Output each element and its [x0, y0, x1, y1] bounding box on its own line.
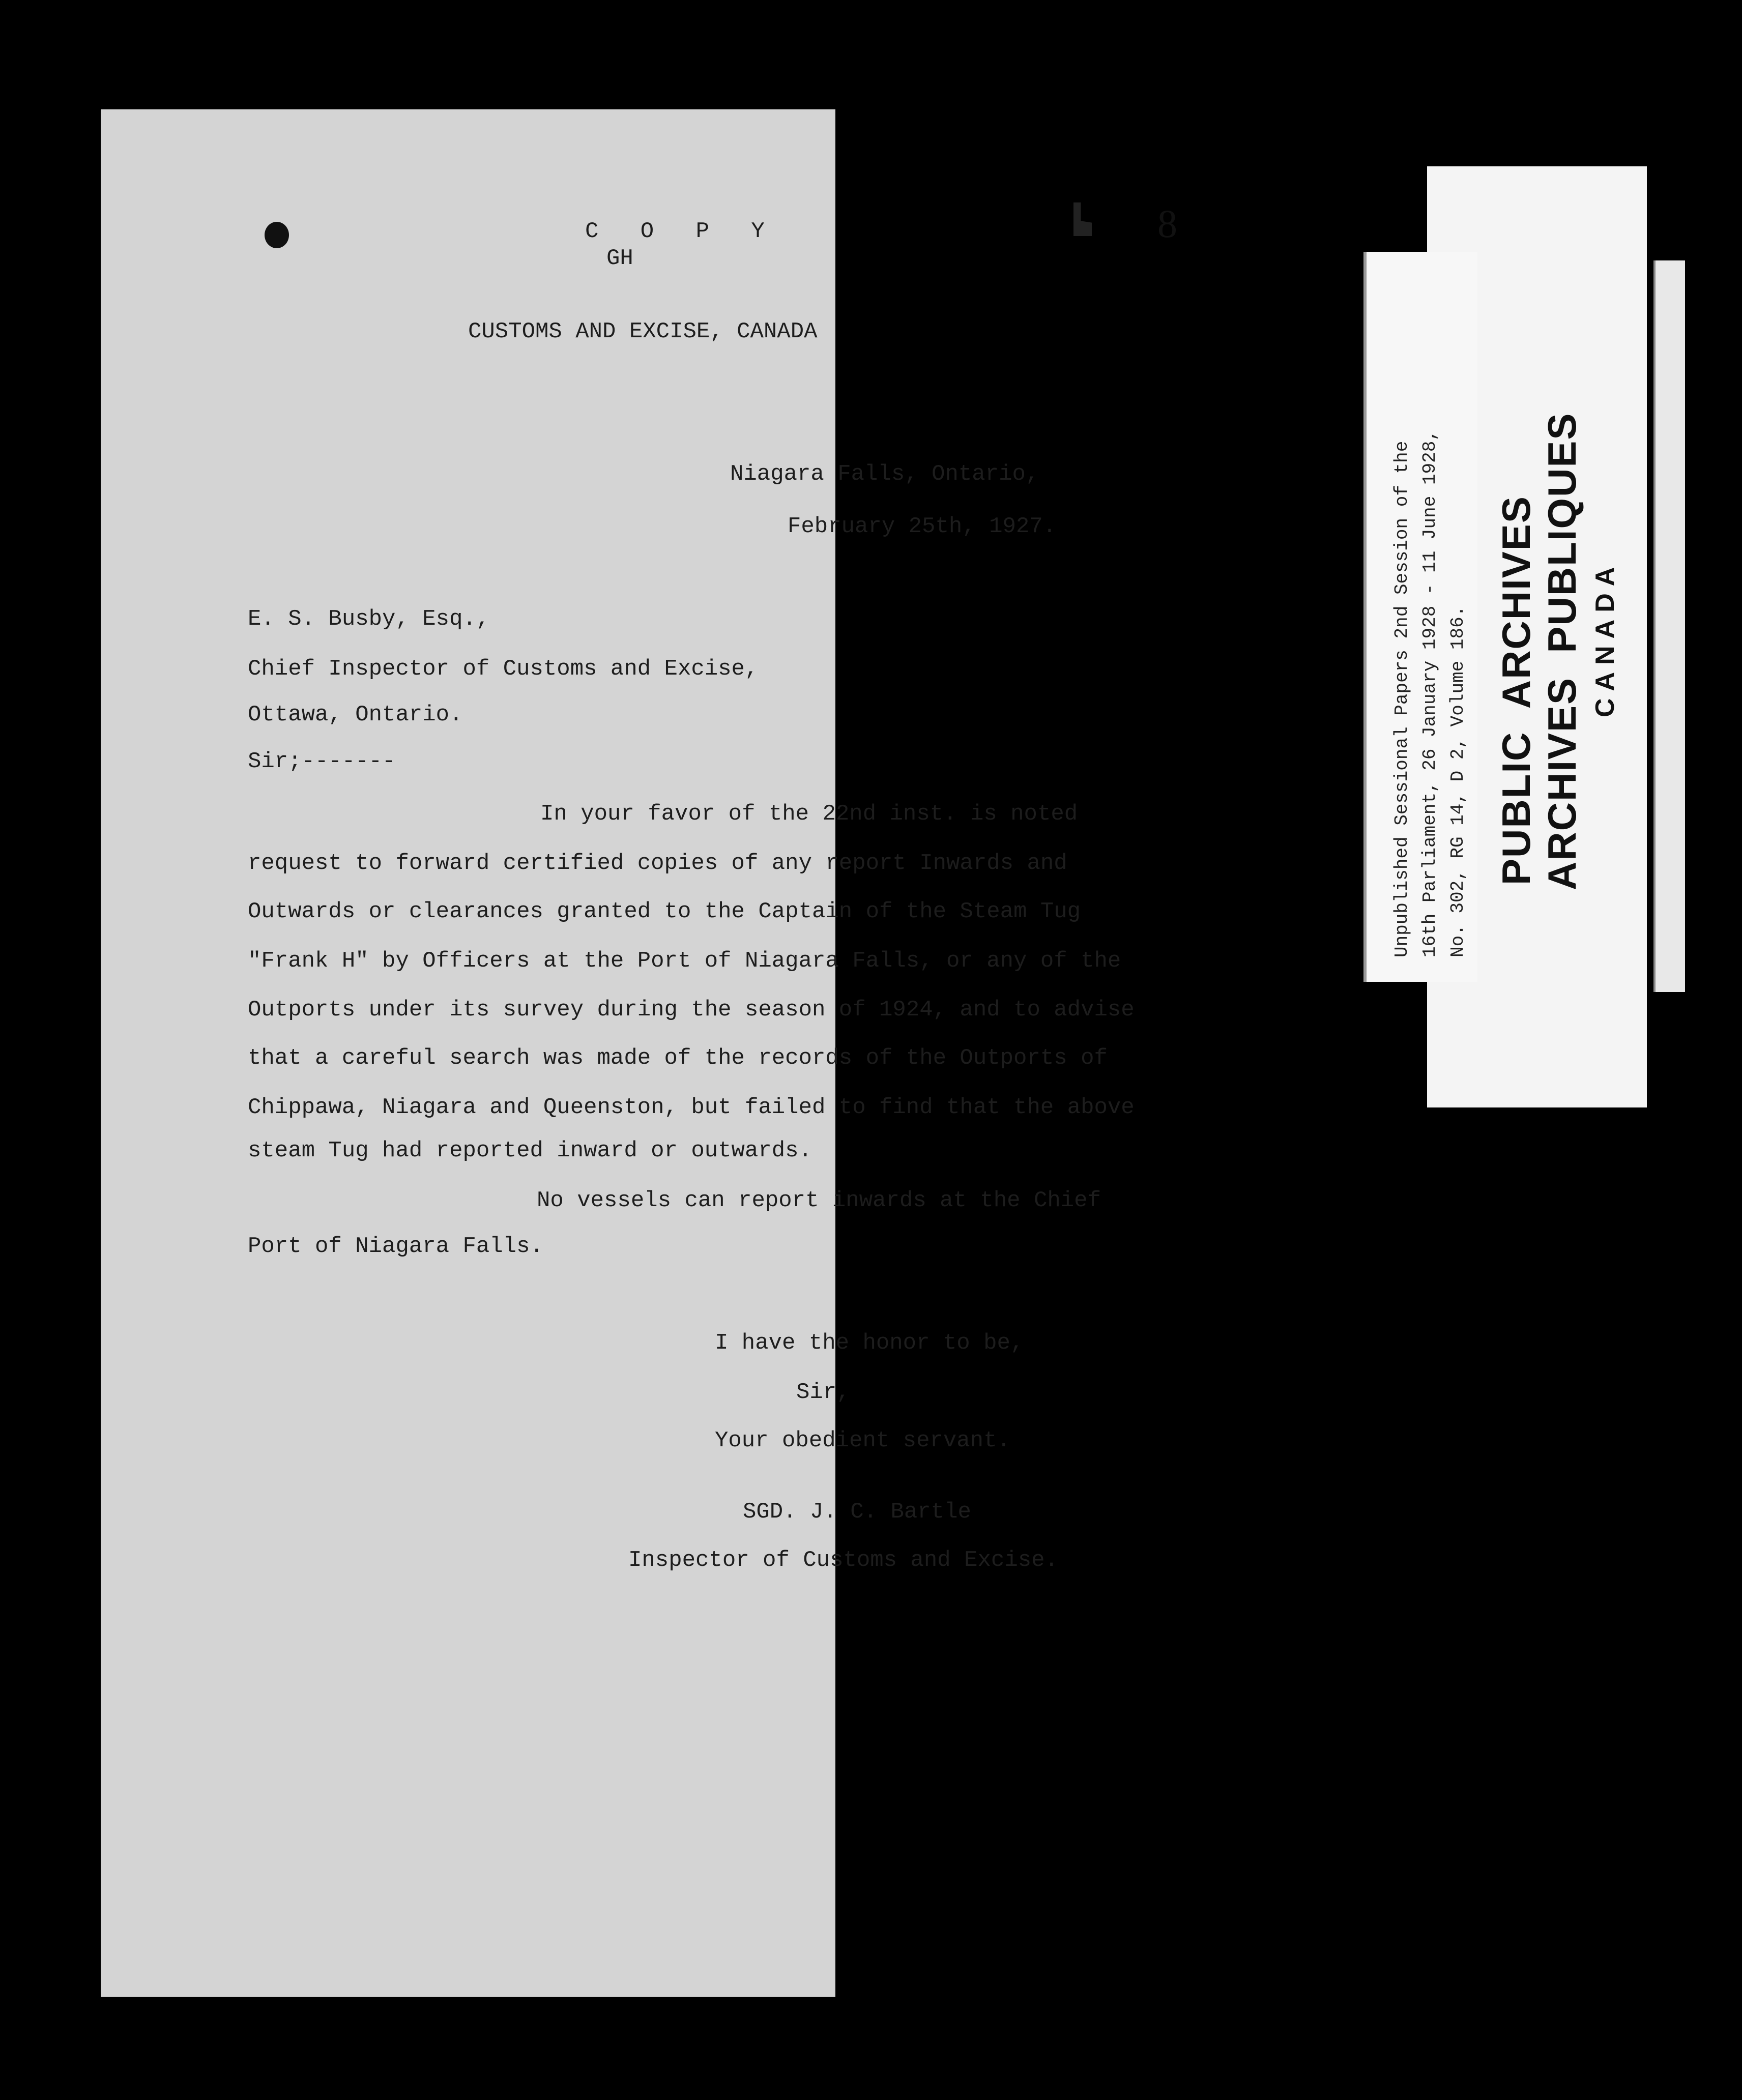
archive-stamp-line1: PUBLIC ARCHIVES [1494, 495, 1538, 885]
stamp-mark [1073, 202, 1092, 236]
archive-stamp-line2: ARCHIVES PUBLIQUES [1540, 412, 1584, 890]
letter-date: February 25th, 1927. [788, 514, 1057, 539]
closing-line: Your obedient servant. [715, 1428, 1010, 1453]
page-number: 8 [1157, 201, 1177, 246]
closing-line: Sir, [796, 1380, 850, 1405]
addressee-name: E. S. Busby, Esq., [248, 606, 490, 632]
body-line: No vessels can report inwards at the Chief [537, 1188, 1101, 1213]
initials: GH [606, 246, 633, 271]
body-line: Chippawa, Niagara and Queenston, but failed to find that the above [248, 1095, 1135, 1120]
body-line: steam Tug had reported inward or outwards. [248, 1138, 812, 1163]
punch-hole [265, 222, 289, 248]
closing-line: I have the honor to be, [715, 1330, 1024, 1356]
copy-label: C O P Y [585, 219, 779, 244]
body-line: request to forward certified copies of any report Inwards and [248, 851, 1067, 876]
letter-place: Niagara Falls, Ontario, [730, 461, 1039, 487]
signer-title: Inspector of Customs and Excise. [628, 1548, 1058, 1573]
archive-slip-edge [1653, 260, 1685, 992]
salutation: Sir;------- [248, 749, 396, 774]
body-line: In your favor of the 22nd inst. is noted [540, 801, 1078, 827]
body-line: Outwards or clearances granted to the Captain of the Steam Tug [248, 899, 1081, 924]
body-line: "Frank H" by Officers at the Port of Niagara Falls, or any of the [248, 948, 1121, 974]
reference-line: Unpublished Sessional Papers 2nd Session of the [1391, 441, 1412, 957]
department-heading: CUSTOMS AND EXCISE, CANADA [468, 319, 818, 344]
signature: SGD. J. C. Bartle [743, 1499, 971, 1525]
archive-stamp-line3: CANADA [1590, 560, 1620, 717]
reference-line: 16th Parliament, 26 January 1928 - 11 June 1928, [1419, 430, 1440, 957]
body-line: Port of Niagara Falls. [248, 1234, 543, 1259]
addressee-city: Ottawa, Ontario. [248, 702, 463, 727]
body-line: that a careful search was made of the records of the Outports of [248, 1045, 1108, 1071]
addressee-title: Chief Inspector of Customs and Excise, [248, 656, 759, 682]
reference-line: No. 302, RG 14, D 2, Volume 186. [1447, 605, 1468, 957]
body-line: Outports under its survey during the season of 1924, and to advise [248, 997, 1135, 1023]
